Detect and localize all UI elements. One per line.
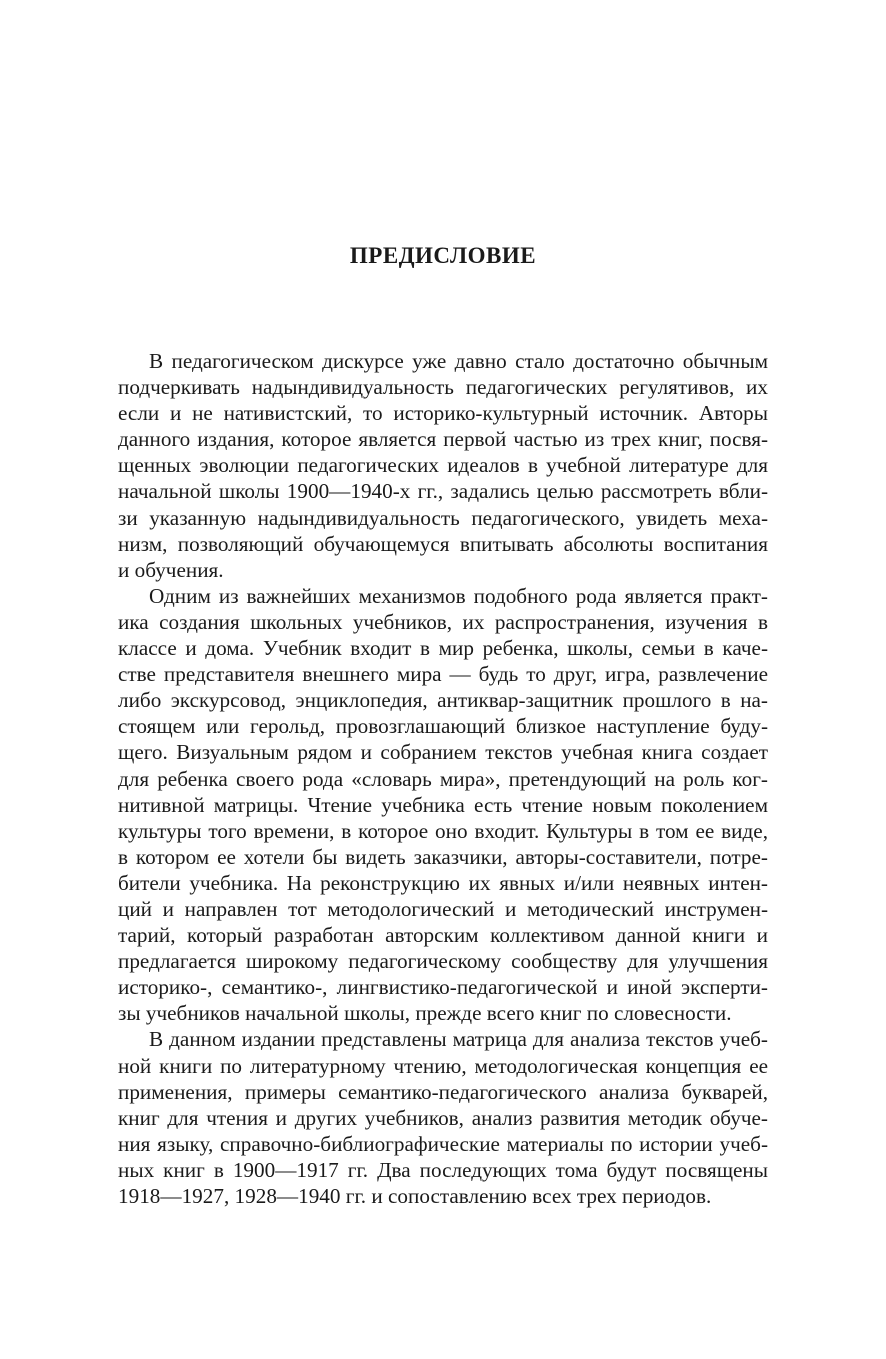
text-line: бители учебника. На реконструкцию их явных и/или неявных интен- (118, 870, 768, 895)
text-line: 1918—1927, 1928—1940 гг. и сопоставлению всех трех периодов. (118, 1184, 712, 1208)
text-line: либо экскурсовод, энциклопедия, антиквар-защитник прошлого в на- (118, 688, 768, 713)
text-line: применения, примеры семантико-педагогического анализа букварей, (118, 1079, 768, 1104)
paragraph-3 (118, 1026, 768, 1209)
text-line: начальной школы 1900—1940-х гг., задались целью рассмотреть вбли- (118, 479, 768, 504)
text-line: ика создания школьных учебников, их распространения, изучения в (118, 609, 768, 634)
text-line: стве представителя внешнего мира — будь то друг, игра, развлечение (118, 662, 768, 687)
text-line: зы учебников начальной школы, прежде всего книг по словесности. (118, 1001, 732, 1026)
text-line: ных книг в 1900—1917 гг. Два последующих тома будут посвящены (118, 1157, 768, 1182)
text-line: зи указанную надындивидуальность педагогического, увидеть меха- (118, 505, 768, 530)
page-title: ПРЕДИСЛОВИЕ (349, 243, 537, 268)
paragraph-2 (118, 583, 768, 1027)
text-line: тарий, который разработан авторским коллективом данной книги и (118, 923, 768, 948)
body-text (118, 348, 768, 1209)
text-line: низм, позволяющий обучающемуся впитывать абсолюты воспитания (118, 531, 768, 556)
text-line: и обучения. (118, 557, 224, 582)
text-line: В педагогическом дискурсе уже давно стало достаточно обычным (149, 349, 768, 373)
text-line: щего. Визуальным рядом и собранием текстов учебная книга создает (118, 740, 768, 765)
text-line: стоящем или герольд, провозглашающий близкое наступление буду- (118, 714, 768, 739)
text-line: предлагается широкому педагогическому сообществу для улучшения (118, 949, 768, 974)
text-line: данного издания, которое является первой частью из трех книг, посвя- (118, 427, 768, 452)
text-line: ной книги по литературному чтению, методологическая концепция ее (118, 1053, 768, 1078)
text-line: классе и дома. Учебник входит в мир ребенка, школы, семьи в каче- (118, 636, 768, 661)
text-line: В данном издании представлены матрица для анализа текстов учеб- (149, 1027, 768, 1052)
text-line: ций и направлен тот методологический и методический инструмен- (118, 896, 768, 921)
text-line: книг для чтения и других учебников, анализ развития методик обуче- (118, 1105, 768, 1130)
text-line: Одним из важнейших механизмов подобного рода является практ- (149, 583, 768, 608)
paragraph-1 (118, 348, 768, 583)
text-line: если и не нативистский, то историко-культурный источник. Авторы (118, 401, 768, 426)
text-line: щенных эволюции педагогических идеалов в учебной литературе для (118, 453, 768, 478)
text-line: ния языку, справочно-библиографические материалы по истории учеб- (118, 1131, 768, 1156)
text-line: для ребенка своего рода «словарь мира», претендующий на роль ког- (118, 766, 768, 791)
text-line: в котором ее хотели бы видеть заказчики, авторы-составители, потре- (118, 844, 768, 869)
text-line: подчеркивать надындивидуальность педагогических регулятивов, их (118, 375, 768, 400)
text-line: историко-, семантико-, лингвистико-педагогической и иной эксперти- (118, 975, 768, 1000)
text-line: культуры того времени, в которое оно входит. Культуры в том ее виде, (118, 818, 768, 843)
text-line: нитивной матрицы. Чтение учебника есть чтение новым поколением (118, 792, 768, 817)
